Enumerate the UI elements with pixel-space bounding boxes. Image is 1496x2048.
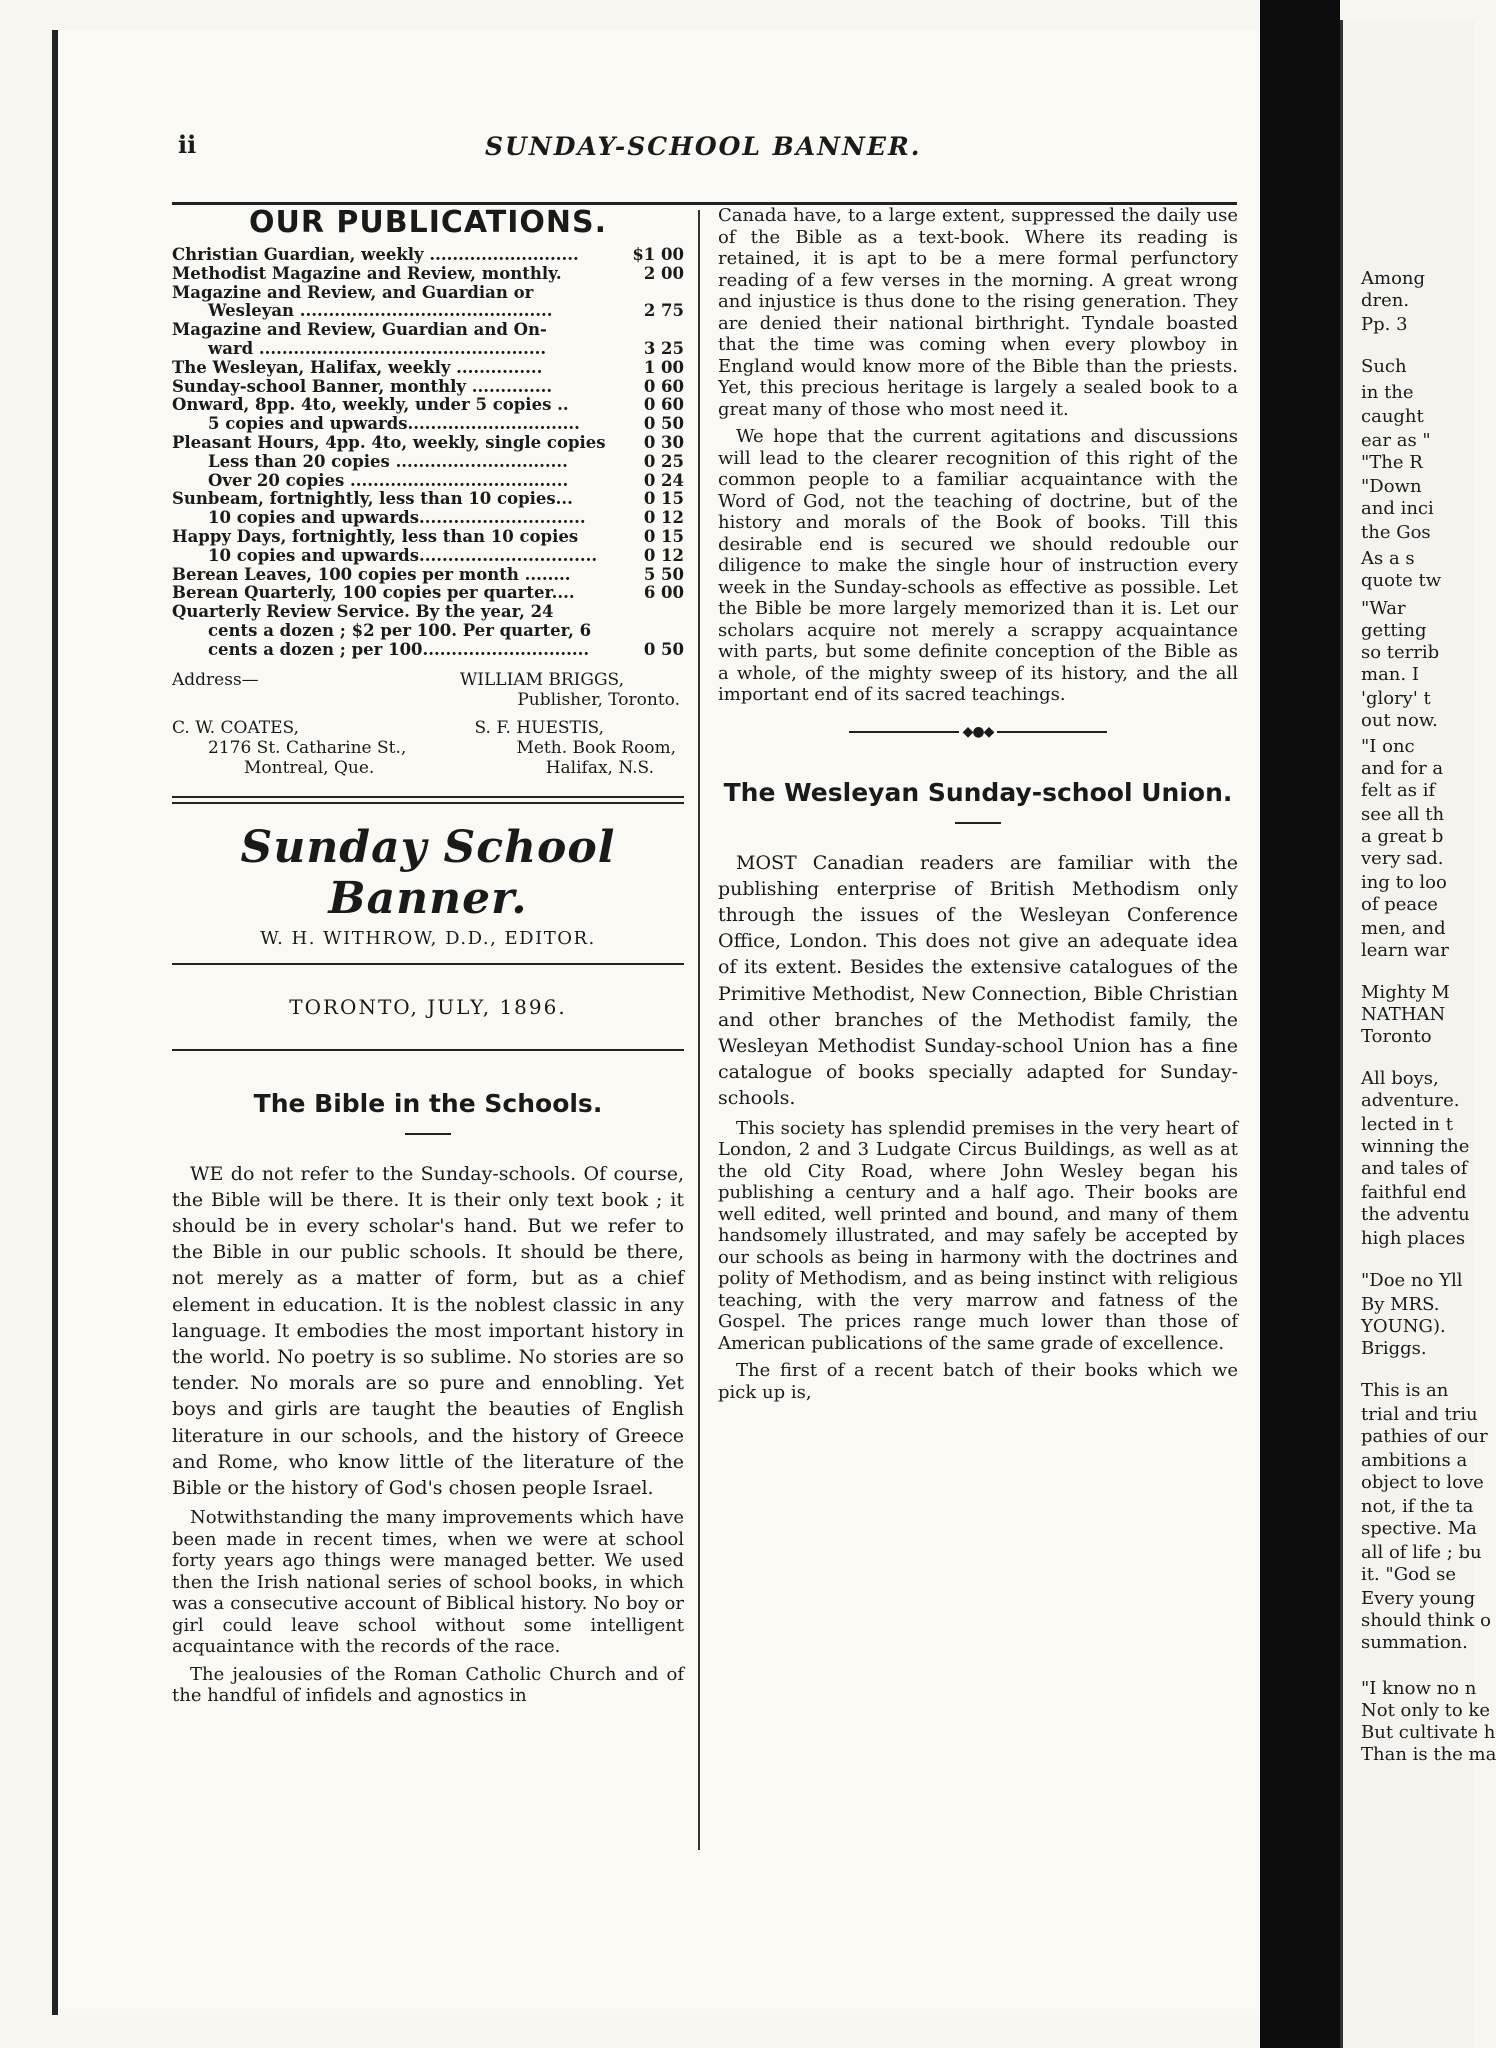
article-paragraph: WE do not refer to the Sunday-schools. Of course, the Bible will be there. It is their only text book ; it should be in every scholar's hand. But we refer to the Bible in our public schools. It should be there, not merely as a matter of form, but as a chief element in education. It is the noblest classic in any language. It embodies the most important history in the world. No poetry is so sublime. No stories are so tender. No morals are so pure and ennobling. Yet boys and girls are taught the beauties of English literature in our schools, and the history of Greece and Rome, who know little of the literature of the Bible or the history of God's chosen people Israel. — [172, 1162, 684, 1499]
publication-label: Less than 20 copies .............................. — [208, 451, 568, 471]
publication-label: Wesleyan ............................................ — [208, 301, 553, 321]
next-page-fragment: felt as if — [1361, 780, 1436, 801]
next-page-fragment: caught — [1361, 406, 1424, 427]
next-page-fragment: it. "God se — [1361, 1564, 1457, 1585]
publication-row — [172, 641, 684, 660]
publication-price: 0 50 — [643, 414, 684, 434]
dateline: TORONTO, JULY, 1896. — [289, 994, 567, 1019]
agent-address: 2176 St. Catharine St., — [208, 737, 407, 758]
article-paragraph: Notwithstanding the many improvements which have been made in recent times, when we were at school forty years ago things were managed better. We used then the Irish national series of school books, in which was a consecutive account of Biblical history. No boy or girl could leave school without some intelligent acquaintance with the records of the race. — [172, 1507, 684, 1658]
next-page-fragment: Mighty M — [1361, 982, 1450, 1003]
publication-price: 0 15 — [643, 526, 684, 546]
publication-row — [172, 415, 684, 434]
publication-row — [172, 584, 684, 603]
article-paragraph: MOST Canadian readers are familiar with the publishing enterprise of British Methodism only through the issues of the Wesleyan Conference Office, London. This does not give an adequate idea of its extent. Besides the extensive catalogues of the Primitive Methodist, New Connection, Bible Christian and other branches of the Methodist family, the Wesleyan Methodist Sunday-school Union has a fine catalogue of books specially adapted for Sunday-schools. — [718, 851, 1238, 1110]
next-page-edge — [1340, 20, 1496, 2048]
publication-label: The Wesleyan, Halifax, weekly ............... — [172, 357, 543, 377]
next-page-fragment: spective. Ma — [1361, 1518, 1477, 1539]
next-page-fragment: By MRS. — [1361, 1294, 1440, 1315]
publication-row — [172, 622, 684, 641]
publication-label: Methodist Magazine and Review, monthly. — [172, 263, 562, 283]
next-page-fragment: learn war — [1361, 940, 1449, 961]
publication-row — [172, 302, 684, 321]
next-page-fragment: Among — [1361, 268, 1426, 289]
next-page-fragment: "I know no n — [1361, 1678, 1477, 1699]
publication-label: cents a dozen ; $2 per 100. Per quarter, 6 — [208, 620, 592, 640]
publication-price — [678, 321, 684, 340]
next-page-fragment: the adventu — [1361, 1204, 1470, 1225]
next-page-fragment: the Gos — [1361, 522, 1431, 543]
running-title: SUNDAY-SCHOOL BANNER. — [485, 132, 922, 161]
publication-row — [172, 246, 684, 265]
publisher-name: WILLIAM BRIGGS, — [459, 669, 624, 690]
next-page-fragment: As a s — [1361, 548, 1415, 569]
next-page-fragment: trial and triu — [1361, 1404, 1478, 1425]
next-page-fragment: "Down — [1361, 476, 1422, 497]
publication-row — [172, 396, 684, 415]
publication-label: 10 copies and upwards............................. — [208, 508, 586, 528]
publication-label: ward .................................................. — [208, 338, 547, 358]
publication-row — [172, 603, 684, 622]
left-column — [172, 205, 684, 1713]
publication-price: $1 00 — [632, 245, 684, 264]
publication-price: 0 30 — [643, 432, 684, 452]
publication-price: 0 15 — [643, 489, 684, 509]
next-page-fragment: "I onc — [1361, 736, 1415, 757]
publication-price: 0 24 — [643, 470, 684, 490]
page-number: ii — [178, 130, 197, 159]
publication-label: Over 20 copies ...................................... — [208, 470, 569, 490]
publication-price: 6 00 — [643, 583, 684, 603]
next-page-fragment: ing to loo — [1361, 872, 1447, 893]
publication-label: cents a dozen ; per 100............................. — [208, 639, 590, 659]
next-page-fragment: ear as " — [1361, 430, 1431, 451]
article-title: The Wesleyan Sunday-school Union. — [723, 777, 1233, 807]
next-page-fragment: object to love — [1361, 1472, 1484, 1493]
article-paragraph: Canada have, to a large extent, suppressed the daily use of the Bible as a text-book. Where its reading is retained, it is apt to be a mere formal perfunctory reading of a few verses in the morning. A great wrong and injustice is thus done to the rising generation. They are denied their national birthright. Tyndale boasted that the time was coming when every plowboy in England would know more of the Bible than the priests. Yet, this precious heritage is largely a sealed book to a great many of those who most need it. — [718, 205, 1238, 420]
publication-price: 1 00 — [643, 357, 684, 377]
publication-price: 0 12 — [643, 545, 684, 565]
agent-city: Halifax, N.S. — [545, 757, 654, 778]
next-page-fragment: winning the — [1361, 1136, 1470, 1157]
publication-price: 0 60 — [643, 395, 684, 415]
publication-row — [172, 472, 684, 491]
next-page-fragment: Such — [1361, 356, 1407, 377]
column-rule — [698, 210, 700, 1850]
publications-heading: OUR PUBLICATIONS. — [248, 205, 608, 240]
publication-label: Happy Days, fortnightly, less than 10 copies — [172, 526, 579, 546]
next-page-fragment: and inci — [1361, 498, 1434, 519]
next-page-fragment: of peace — [1361, 894, 1438, 915]
agent-city: Montreal, Que. — [244, 757, 375, 778]
publication-label: Onward, 8pp. 4to, weekly, under 5 copies .. — [172, 395, 569, 415]
article-paragraph: The jealousies of the Roman Catholic Church and of the handful of infidels and agnostics in — [172, 1663, 684, 1707]
next-page-fragment: a great b — [1361, 826, 1444, 847]
next-page-fragment: pathies of our — [1361, 1426, 1488, 1447]
next-page-fragment: "Doe no Yll — [1361, 1270, 1463, 1291]
next-page-fragment: This is an — [1361, 1380, 1449, 1401]
article-paragraph: The first of a recent batch of their books which we pick up is, — [718, 1360, 1238, 1403]
next-page-fragment: and for a — [1361, 758, 1444, 779]
publication-row — [172, 321, 684, 340]
publication-label: Christian Guardian, weekly .......................... — [172, 245, 579, 264]
next-page-fragment: "The R — [1361, 452, 1423, 473]
publication-price: 3 25 — [643, 338, 684, 358]
article-paragraph: We hope that the current agitations and discussions will lead to the clearer recognition of this right of the common people to a familiar acquaintance with the Word of God, not the teaching of doctrine, but of the history and morals of the Book of books. Till this desirable end is secured we should redouble our diligence to make the single hour of instruction every week in the Sunday-schools as effective as possible. Let the Bible be more largely memorized than it is. Let our scholars acquire not merely a scrappy acquaintance with parts, but some definite conception of the Bible as a whole, of the mighty sweep of its history, and the all important end of its sacred teachings. — [718, 426, 1238, 705]
publication-label: Pleasant Hours, 4pp. 4to, weekly, single copies — [172, 432, 606, 452]
next-page-fragment: man. I — [1361, 664, 1419, 685]
publication-row — [172, 509, 684, 528]
next-page-fragment: 'glory' t — [1361, 688, 1431, 709]
publication-row — [172, 284, 684, 303]
publication-price: 2 75 — [643, 301, 684, 321]
next-page-fragment: All boys, — [1361, 1068, 1439, 1089]
publication-price: 0 12 — [643, 508, 684, 528]
publication-label: Berean Leaves, 100 copies per month ........ — [172, 564, 571, 584]
next-page-fragment: ambitions a — [1361, 1450, 1468, 1471]
next-page-fragment: Pp. 3 — [1361, 314, 1408, 335]
publication-label: Sunbeam, fortnightly, less than 10 copies... — [172, 489, 573, 509]
article-paragraph: This society has splendid premises in the very heart of London, 2 and 3 Ludgate Circus Buildings, as well as at the old City Road, where John Wesley began his publishing a century and a half ago. Their books are well edited, well printed and bound, and many of them handsomely illustrated, and may safely be accepted by our schools as being in harmony with the doctrines and polity of Methodism, and as being instinct with religious teaching, with the very marrow and fatness of the Gospel. The prices range much lower than those of American publications of the same grade of excellence. — [718, 1117, 1238, 1354]
next-page-fragment: and tales of — [1361, 1158, 1468, 1179]
next-page-fragment: "War — [1361, 598, 1406, 619]
next-page-fragment: Than is the ma — [1361, 1744, 1496, 1765]
publication-price: 0 60 — [643, 376, 684, 396]
publisher-title: Publisher, Toronto. — [517, 689, 680, 710]
editor-line: W. H. WITHROW, D.D., EDITOR. — [260, 927, 596, 949]
publication-row — [172, 547, 684, 566]
masthead-title: Sunday School Banner. — [240, 821, 616, 924]
masthead-rule — [172, 963, 684, 965]
publication-label: Magazine and Review, Guardian and On- — [172, 320, 547, 340]
next-page-fragment: quote tw — [1361, 570, 1442, 591]
article-title: The Bible in the Schools. — [253, 1088, 603, 1118]
agent-address: Meth. Book Room, — [516, 737, 676, 758]
publication-row — [172, 528, 684, 547]
section-ornament: ◆●◆ — [718, 724, 1238, 740]
next-page-fragment: so terrib — [1361, 642, 1440, 663]
publication-label: Quarterly Review Service. By the year, 24 — [172, 602, 554, 622]
next-page-fragment: NATHAN — [1361, 1004, 1446, 1025]
publication-price: 5 50 — [643, 564, 684, 584]
next-page-fragment: dren. — [1361, 290, 1410, 311]
address-label: Address— — [172, 669, 259, 690]
next-page-fragment: in the — [1361, 382, 1414, 403]
next-page-fragment: not, if the ta — [1361, 1496, 1474, 1517]
next-page-fragment: adventure. — [1361, 1090, 1460, 1111]
next-page-fragment: very sad. — [1361, 848, 1444, 869]
publication-label: 5 copies and upwards.............................. — [208, 414, 580, 434]
next-page-fragment: high places — [1361, 1228, 1466, 1249]
next-page-fragment: Every young — [1361, 1588, 1476, 1609]
publication-row — [172, 359, 684, 378]
publication-price: 0 25 — [643, 451, 684, 471]
right-column — [718, 205, 1238, 1409]
publication-row — [172, 378, 684, 397]
dateline-rule — [172, 1049, 684, 1051]
agent-name: S. F. HUESTIS, — [474, 717, 604, 738]
publication-price — [678, 622, 684, 641]
publication-row — [172, 566, 684, 585]
publication-price — [678, 284, 684, 303]
publication-row — [172, 265, 684, 284]
next-page-fragment: YOUNG). — [1361, 1316, 1446, 1337]
next-page-fragment: Toronto — [1361, 1026, 1432, 1047]
title-rule — [405, 1133, 451, 1135]
publication-price: 2 00 — [643, 263, 684, 283]
next-page-fragment: summation. — [1361, 1632, 1468, 1653]
publication-row — [172, 434, 684, 453]
next-page-fragment: faithful end — [1361, 1182, 1467, 1203]
next-page-fragment: should think o — [1361, 1610, 1491, 1631]
publications-list — [172, 246, 684, 660]
publication-row — [172, 490, 684, 509]
agent-name: C. W. COATES, — [172, 717, 300, 738]
publication-row — [172, 340, 684, 359]
next-page-fragment: see all th — [1361, 804, 1445, 825]
title-rule — [955, 822, 1001, 824]
publication-price: 0 50 — [643, 639, 684, 659]
next-page-fragment: But cultivate h — [1361, 1722, 1496, 1743]
next-page-fragment: men, and — [1361, 918, 1446, 939]
section-divider — [172, 796, 684, 804]
publication-label: Sunday-school Banner, monthly .............. — [172, 376, 553, 396]
next-page-fragment: Briggs. — [1361, 1338, 1427, 1359]
publication-price — [678, 603, 684, 622]
next-page-fragment: getting — [1361, 620, 1427, 641]
next-page-fragment: all of life ; bu — [1361, 1542, 1482, 1563]
next-page-fragment: lected in t — [1361, 1114, 1453, 1135]
address-block — [172, 670, 684, 778]
publication-label: 10 copies and upwards............................... — [208, 545, 598, 565]
publication-row — [172, 453, 684, 472]
next-page-fragment: out now. — [1361, 710, 1438, 731]
publication-label: Berean Quarterly, 100 copies per quarter.... — [172, 583, 575, 603]
next-page-fragment: Not only to ke — [1361, 1700, 1490, 1721]
publication-label: Magazine and Review, and Guardian or — [172, 282, 534, 302]
gutter-shadow — [1260, 0, 1340, 2048]
